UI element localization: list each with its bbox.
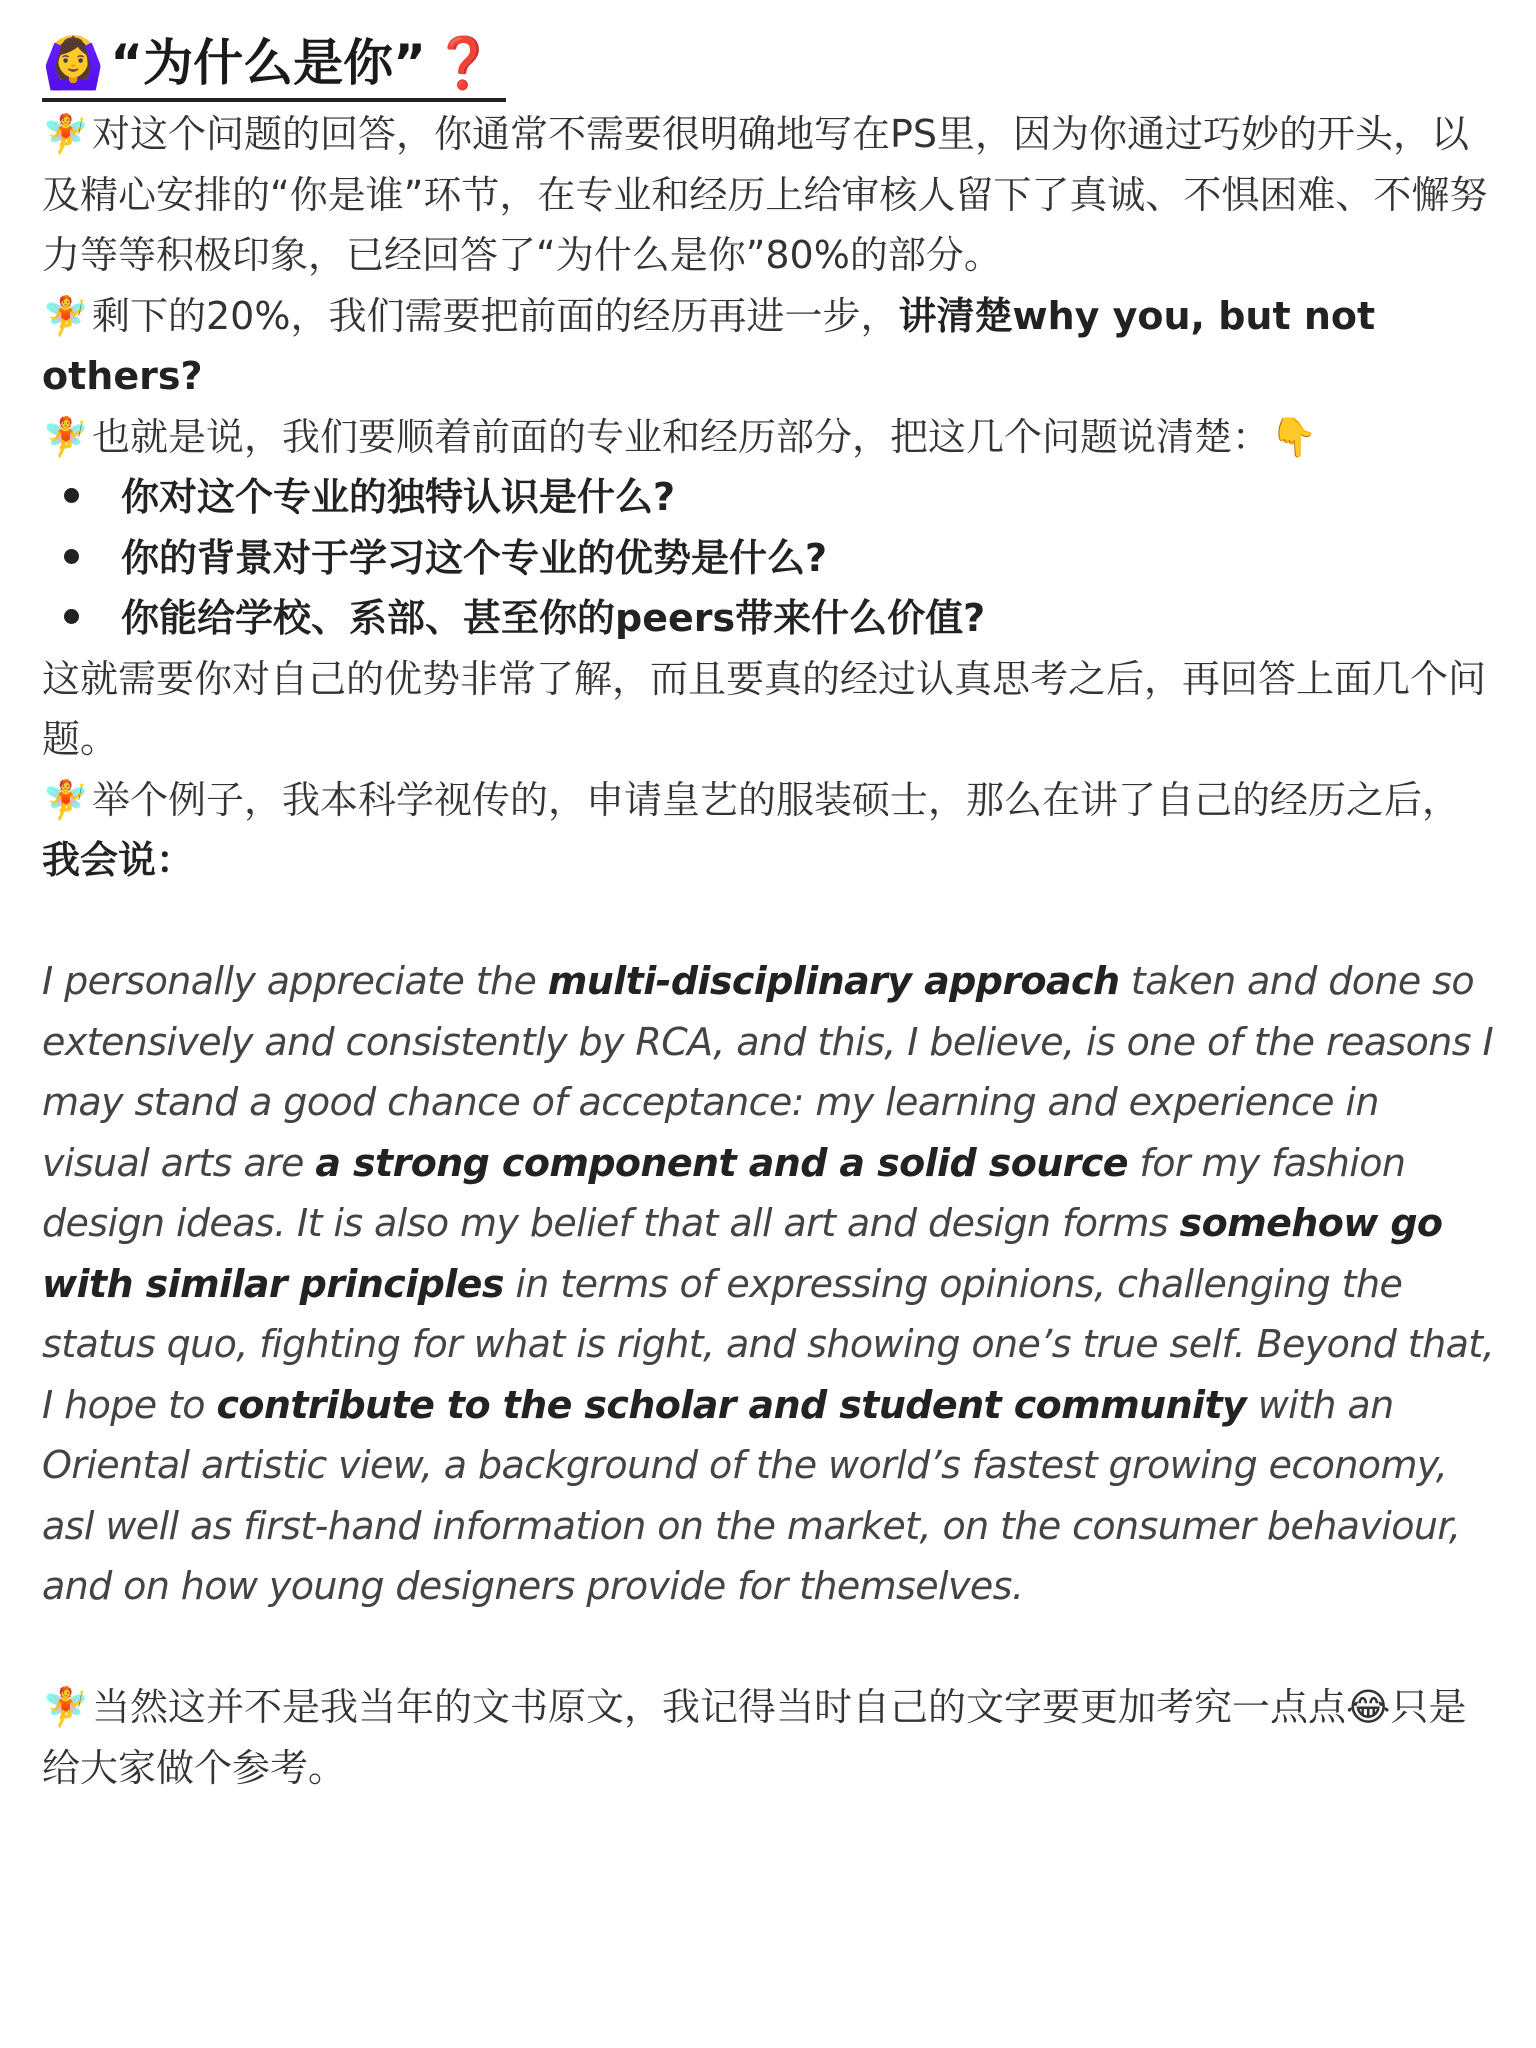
section-title [42,28,506,102]
list-item [64,467,1496,528]
quote-segment: for my fashion design ideas. It is also my belief that all art and design forms [42,1140,1406,1245]
paragraph-example-text: 举个例子，我本科学视传的，申请皇艺的服装硕士，那么在讲了自己的经历之后， [92,777,1461,822]
quote-segment-bold: multi-disciplinary approach [547,959,1120,1003]
quote-segment-bold: somehow go with similar principles [42,1201,1443,1306]
quote-segment: taken and done so extensively and consistently by RCA, and this, I believe, is one of the reasons I may stand a good chance of acceptance: my learning and experience in visual arts are [42,959,1494,1185]
bullet-dot-icon [64,488,79,503]
quote-segment-bold: a strong component and a solid source [315,1140,1128,1185]
paragraph-disclaimer-text: 当然这并不是我当年的文书原文，我记得当时自己的文字要更加考究一点点 [92,1685,1347,1729]
question-list [42,467,1496,649]
paragraph-self-awareness [42,649,1496,770]
quote-segment: I personally appreciate the [42,959,548,1003]
quote-segment: with an Oriental artistic view, a background of the world’s fastest growing economy, asl well as first-hand information on the market, on the consumer behaviour, and on how young designers provide for themselves. [42,1382,1461,1608]
paragraph-disclaimer [42,1677,1496,1798]
question-text: 你对这个专业的独特认识是什么? [121,475,676,519]
paragraph-answer [42,104,1496,286]
fairy-icon: 🧚 [42,1685,90,1729]
woman-gesturing-ok-icon: 🙆‍♀️ [42,34,105,92]
bullet-dot-icon [64,549,79,564]
question-text: 你能给学校、系部、甚至你的peers带来什么价值? [121,596,986,640]
question-mark-icon: ❓ [432,34,495,92]
paragraph-remaining-text: 剩下的20%，我们需要把前面的经历再进一步， [92,293,899,338]
fairy-icon: 🧚 [42,414,90,459]
bullet-dot-icon [64,609,79,624]
question-text: 你的背景对于学习这个专业的优势是什么? [121,535,828,580]
section-title-text: “为什么是你” [110,34,426,92]
list-item [64,528,1496,589]
paragraph-intro-questions-text: 也就是说，我们要顺着前面的专业和经历部分，把这几个问题说清楚： [92,414,1271,459]
list-item [64,588,1496,649]
fairy-icon: 🧚 [42,293,90,338]
blank-line [42,1617,1496,1678]
paragraph-example [42,770,1496,891]
pointing-down-icon: 👇 [1270,414,1318,459]
paragraph-intro-questions [42,407,1496,468]
quote-segment-bold: contribute to the scholar and student community [216,1382,1247,1427]
laughing-face-icon: 😂 [1346,1685,1391,1729]
paragraph-remaining-bold: 讲清楚why you, but not others? [42,293,1376,398]
blank-line [42,891,1496,952]
example-quote [42,951,1496,1617]
paragraph-remaining [42,286,1496,407]
fairy-icon: 🧚 [42,112,90,156]
paragraph-example-bold: 我会说： [42,838,195,882]
paragraph-disclaimer-text-end: 只是给大家做个参考。 [42,1685,1467,1790]
quote-segment: in terms of expressing opinions, challenging the status quo, fighting for what is right, and showing one’s true self. Beyond that, I hope to [42,1261,1495,1427]
paragraph-self-awareness-text: 这就需要你对自己的优势非常了解，而且要真的经过认真思考之后，再回答上面几个问题。 [42,656,1487,761]
paragraph-answer-text: 对这个问题的回答，你通常不需要很明确地写在PS里，因为你通过巧妙的开头，以及精心安排的“你是谁”环节，在专业和经历上给审核人留下了真诚、不惧困难、不懈努力等等积极印象，已经回答了“为什么是你”80%的部分。 [42,112,1488,277]
fairy-icon: 🧚 [42,777,90,822]
